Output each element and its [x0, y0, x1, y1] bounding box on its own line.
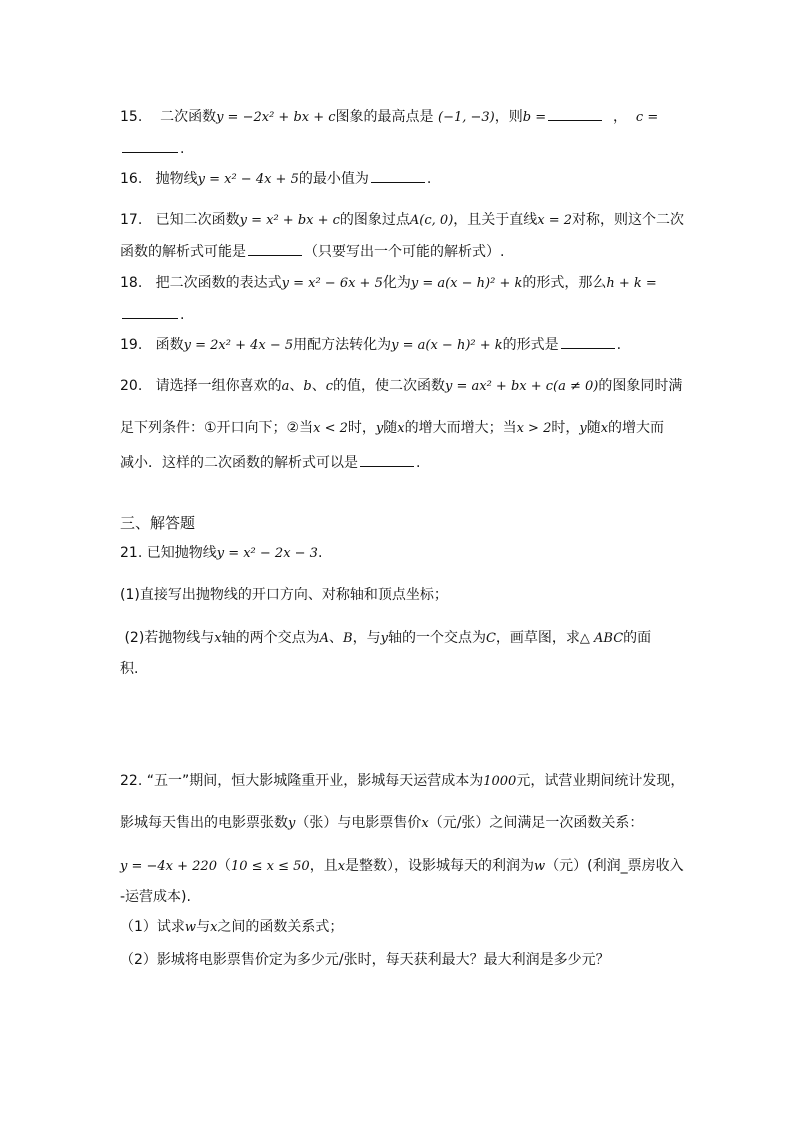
question-text: （ — [216, 858, 231, 874]
math-expression: x = 2 — [537, 213, 573, 228]
question-text: ， — [613, 109, 628, 125]
question-18-line-2 — [120, 305, 184, 325]
part-number: (2) — [124, 630, 145, 646]
math-expression: (−1, −3) — [438, 110, 495, 125]
question-text: 轴的两个交点为 — [221, 630, 320, 646]
question-22-line-2 — [120, 813, 643, 834]
math-expression: x — [214, 631, 222, 646]
question-text: 的图象同时满 — [598, 378, 683, 394]
question-text: 的增大而 — [608, 420, 665, 436]
question-text: 函数 — [155, 337, 184, 353]
answer-blank[interactable] — [122, 306, 178, 319]
question-text: 积. — [120, 661, 139, 677]
question-text: 与 — [196, 919, 211, 935]
question-text: 元，试营业期间统计发现， — [516, 773, 685, 789]
question-text: 的面 — [623, 630, 652, 646]
math-expression: x — [421, 816, 429, 831]
math-expression: b = — [522, 110, 547, 125]
question-text: . — [317, 545, 323, 561]
question-21-part-2-line-1 — [120, 628, 651, 649]
question-text: 之间的函数关系式； — [217, 919, 344, 935]
question-text: 轴的一个交点为 — [387, 630, 486, 646]
question-text: （元/张）之间满足一次函数关系： — [428, 815, 644, 831]
question-text: 的形式，那么 — [522, 275, 607, 291]
question-text: 若抛物线与 — [144, 630, 215, 646]
question-text: 对称，则这个二次 — [572, 212, 685, 228]
question-20-line-1 — [120, 376, 682, 397]
math-expression: x — [337, 859, 346, 874]
math-expression: x < 2 — [313, 421, 348, 436]
question-22-part-1 — [120, 917, 343, 938]
math-expression: △ ABC — [579, 631, 624, 646]
question-text: 时， — [347, 420, 376, 436]
question-text: . — [180, 307, 185, 323]
math-expression: c — [325, 379, 333, 394]
question-17-line-2 — [120, 242, 504, 262]
part-number: (1) — [120, 587, 140, 603]
question-text: （只要写出一个可能的解析式）. — [304, 244, 505, 260]
question-text: . — [180, 141, 185, 157]
question-text: 的最小值为 — [298, 171, 369, 187]
question-number: 17. — [120, 212, 143, 228]
question-number: 21. — [120, 545, 143, 561]
math-expression: y = 2x² + 4x − 5 — [183, 338, 294, 353]
math-expression: y = x² − 4x + 5 — [197, 172, 299, 187]
question-text: ，且 — [309, 858, 338, 874]
question-text: ，与 — [352, 630, 381, 646]
question-text: 抛物线 — [155, 171, 198, 187]
question-text: ，画草图，求 — [495, 630, 580, 646]
math-expression: w — [184, 920, 197, 935]
question-17-line-1 — [120, 210, 684, 231]
question-text: 把二次函数的表达式 — [155, 275, 282, 291]
math-expression: y — [288, 816, 296, 831]
question-text: （张）与电影票售价 — [295, 815, 422, 831]
question-text: （2）影城将电影票售价定为多少元/张时，每天获利最大？最大利润是多少元？ — [120, 952, 610, 968]
answer-blank[interactable] — [371, 170, 425, 183]
question-text: 请选择一组你喜欢的 — [155, 378, 282, 394]
math-expression: A — [319, 631, 330, 646]
question-text: （1）试求 — [120, 919, 185, 935]
question-number: 16. — [120, 171, 143, 187]
math-expression: a — [281, 379, 290, 394]
question-15-line-1 — [120, 107, 658, 128]
question-text: “五一”期间，恒大影城隆重开业，影城每天运营成本为 — [146, 773, 484, 789]
question-text: 的增大而增大；当 — [404, 420, 517, 436]
question-text: 图象的最高点是 — [335, 109, 434, 125]
math-expression: y — [380, 631, 388, 646]
math-expression: A(c, 0) — [409, 213, 454, 228]
question-text: 函数的解析式可能是 — [120, 244, 246, 260]
math-expression: y = x² − 2x − 3 — [216, 546, 318, 561]
math-expression: B — [343, 631, 353, 646]
question-number: 19. — [120, 337, 143, 353]
math-expression: x — [397, 421, 405, 436]
question-text: ，且关于直线 — [453, 212, 538, 228]
question-text: ，则 — [494, 109, 523, 125]
math-expression: y = x² − 6x + 5 — [281, 276, 383, 291]
question-22-line-4 — [120, 887, 191, 907]
question-text: -运营成本). — [120, 889, 191, 905]
question-number: 15. — [120, 109, 143, 125]
question-21-part-2-line-2 — [120, 659, 138, 679]
question-text: 影城每天售出的电影票张数 — [120, 815, 288, 831]
question-text: 用配方法转化为 — [293, 337, 392, 353]
math-expression: w — [534, 859, 546, 874]
answer-blank[interactable] — [360, 454, 414, 467]
answer-blank[interactable] — [122, 140, 178, 153]
question-number: 20. — [120, 378, 143, 394]
question-22-line-3 — [120, 856, 684, 877]
question-18-line-1 — [120, 273, 657, 294]
math-expression: x > 2 — [516, 421, 552, 436]
question-text: 化为 — [382, 275, 411, 291]
question-16 — [120, 169, 431, 190]
question-22-part-2 — [120, 950, 610, 970]
question-text: . — [426, 171, 432, 187]
question-text: 二次函数 — [160, 109, 217, 125]
question-19 — [120, 335, 621, 356]
question-number: 18. — [120, 275, 143, 291]
math-expression: x — [210, 920, 218, 935]
math-expression: y — [375, 421, 384, 436]
math-expression: c = — [635, 110, 659, 125]
question-text: 已知二次函数 — [155, 212, 240, 228]
math-expression: y = −2x² + bx + c — [216, 110, 336, 125]
math-expression: y = −4x + 220 — [120, 859, 217, 874]
math-expression: y = a(x − h)² + k — [410, 276, 523, 291]
question-text: 的值，使二次函数 — [333, 378, 445, 394]
question-text: . — [416, 455, 421, 471]
question-text: 已知抛物线 — [146, 545, 217, 561]
question-21-part-1 — [120, 585, 448, 605]
question-number: 22. — [120, 773, 143, 789]
question-text: 、 — [311, 378, 326, 394]
question-20-line-2 — [120, 418, 664, 439]
question-22-line-1 — [120, 771, 684, 792]
math-expression: x — [600, 421, 609, 436]
question-20-line-3 — [120, 453, 420, 473]
question-text: （元）(利润_票房收入 — [545, 858, 684, 874]
question-text: 的形式是 — [502, 337, 559, 353]
math-expression: y — [579, 421, 587, 436]
question-text: 随 — [383, 420, 398, 436]
question-21 — [120, 543, 322, 564]
answer-blank[interactable] — [561, 336, 615, 349]
question-text: 时， — [551, 420, 580, 436]
question-15-line-2 — [120, 139, 184, 159]
question-text: 减小．这样的二次函数的解析式可以是 — [120, 455, 358, 471]
math-expression: 1000 — [483, 774, 517, 789]
question-text: . — [616, 337, 622, 353]
question-text: 的图象过点 — [339, 212, 410, 228]
math-expression: y = x² + bx + c — [239, 213, 340, 228]
answer-blank[interactable] — [248, 243, 302, 256]
math-expression: C — [485, 631, 496, 646]
math-expression: h + k = — [606, 276, 657, 291]
question-text: 、 — [329, 630, 344, 646]
question-text: 足下列条件：①开口向下；②当 — [120, 420, 314, 436]
question-text: 、 — [289, 378, 304, 394]
math-expression: 10 ≤ x ≤ 50 — [230, 859, 310, 874]
section-title: 三、解答题 — [120, 514, 196, 532]
math-expression: b — [303, 379, 312, 394]
question-text: 随 — [586, 420, 601, 436]
math-expression: y = ax² + bx + c(a ≠ 0) — [445, 379, 599, 394]
answer-blank[interactable] — [548, 108, 602, 121]
question-text: 是整数），设影城每天的利润为 — [345, 858, 535, 874]
math-expression: y = a(x − h)² + k — [391, 338, 503, 353]
question-text: 直接写出抛物线的开口方向、对称轴和顶点坐标； — [139, 587, 448, 603]
